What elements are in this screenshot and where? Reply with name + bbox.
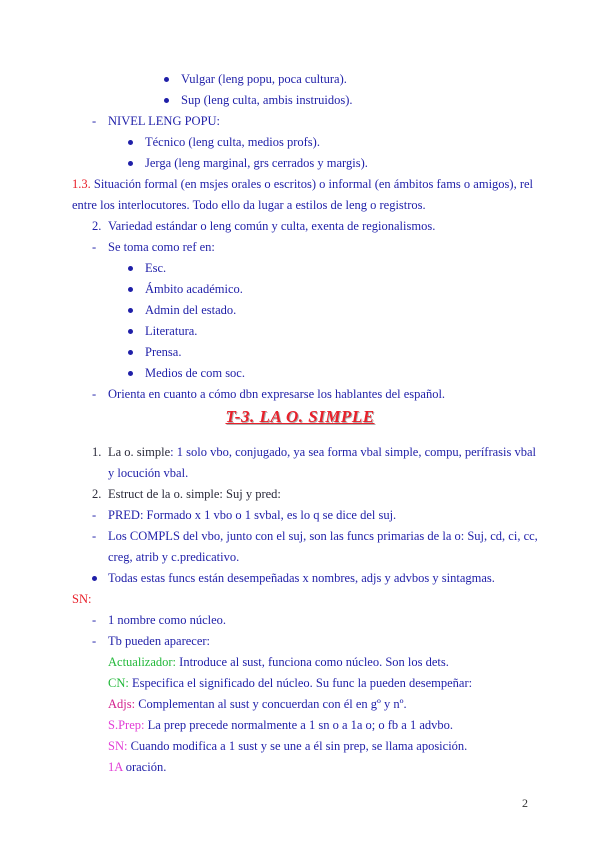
section-title: T-3. LA O. SIMPLE	[225, 407, 375, 426]
paragraph-text: entre los interlocutores. Todo ello da lugar a estilos de leng o registros.	[72, 198, 426, 212]
list-item: Estruct de la o. simple: Suj y pred:	[108, 487, 281, 501]
list-item: Técnico (leng culta, medios profs).	[145, 135, 320, 149]
bullet	[128, 371, 133, 376]
bullet	[128, 308, 133, 313]
dash-marker: -	[92, 240, 97, 254]
dash-marker: -	[92, 508, 97, 522]
term-text: oración.	[122, 760, 167, 774]
bullet	[128, 329, 133, 334]
list-item: Ámbito académico.	[145, 282, 243, 296]
dash-marker: -	[92, 114, 97, 128]
list-item: Sup (leng culta, ambis instruidos).	[181, 93, 353, 107]
list-item-cont: creg, atrib y c.predicativo.	[108, 550, 240, 564]
term-label: Adjs:	[108, 697, 136, 711]
list-item: Variedad estándar o leng común y culta, exenta de regionalismos.	[108, 219, 436, 233]
definition-oracion	[108, 759, 166, 775]
term-label: 1A	[108, 760, 123, 774]
list-item: Literatura.	[145, 324, 198, 338]
definition-actualizador	[108, 654, 449, 670]
bullet	[92, 576, 97, 581]
list-item: Orienta en cuanto a cómo dbn expresarse los hablantes del español.	[108, 387, 446, 401]
list-item	[108, 444, 536, 460]
bullet	[164, 98, 169, 103]
list-item: Todas estas funcs están desempeñadas x nombres, adjs y advbos y sintagmas.	[108, 571, 495, 585]
list-number: 2.	[92, 219, 102, 233]
term-label: La o. simple	[108, 445, 171, 459]
list-item: Tb pueden aparecer:	[108, 634, 211, 648]
bullet	[128, 140, 133, 145]
section-1-3	[72, 176, 533, 192]
term-label: Actualizador:	[108, 655, 177, 669]
list-item-cont: y locución vbal.	[108, 466, 189, 480]
term-text: Introduce al sust, funciona como núcleo. Son los dets.	[176, 655, 449, 669]
term-text: Complementan al sust y concuerdan con él en gº y nº.	[135, 697, 407, 711]
bullet	[128, 287, 133, 292]
dash-marker: -	[92, 634, 97, 648]
list-item: PRED: Formado x 1 vbo o 1 svbal, es lo q se dice del suj.	[108, 508, 397, 522]
term-text: La prep precede normalmente a 1 sn o a 1a o; o fb a 1 advbo.	[144, 718, 454, 732]
list-item: Medios de com soc.	[145, 366, 245, 380]
list-number: 1.	[92, 445, 102, 459]
term-text: Especifica el significado del núcleo. Su func la pueden desempeñar:	[128, 676, 473, 690]
dash-marker: -	[92, 387, 97, 401]
list-item: Se toma como ref en:	[108, 240, 215, 254]
page-number: 2	[522, 796, 528, 810]
list-number: 2.	[92, 487, 102, 501]
bullet	[128, 350, 133, 355]
bullet	[128, 161, 133, 166]
list-item: Los COMPLS del vbo, junto con el suj, son las funcs primarias de la o: Suj, cd, ci, cc,	[108, 529, 538, 543]
dash-marker: -	[92, 613, 97, 627]
bullet	[128, 266, 133, 271]
definition-sn	[108, 738, 467, 754]
definition-sprep	[108, 717, 453, 733]
term-text: : 1 solo vbo, conjugado, ya sea forma vbal simple, compu, perífrasis vbal	[170, 445, 537, 459]
list-item: Esc.	[145, 261, 167, 275]
dash-marker: -	[92, 529, 97, 543]
list-item: Jerga (leng marginal, grs cerrados y margis).	[145, 156, 368, 170]
list-item: Vulgar (leng popu, poca cultura).	[181, 72, 347, 86]
paragraph-text: Situación formal (en msjes orales o escritos) o informal (en ámbitos fams o amigos), rel	[90, 177, 533, 191]
term-label: CN:	[108, 676, 129, 690]
sn-heading: SN:	[72, 592, 92, 606]
definition-adjs	[108, 696, 407, 712]
term-label: S.Prep:	[108, 718, 145, 732]
list-item: NIVEL LENG POPU:	[108, 114, 221, 128]
term-text: Cuando modifica a 1 sust y se une a él sin prep, se llama aposición.	[127, 739, 468, 753]
list-item: Admin del estado.	[145, 303, 237, 317]
section-number: 1.3.	[72, 177, 91, 191]
list-item: Prensa.	[145, 345, 182, 359]
definition-cn	[108, 675, 472, 691]
bullet	[164, 77, 169, 82]
list-item: 1 nombre como núcleo.	[108, 613, 227, 627]
term-label: SN:	[108, 739, 128, 753]
